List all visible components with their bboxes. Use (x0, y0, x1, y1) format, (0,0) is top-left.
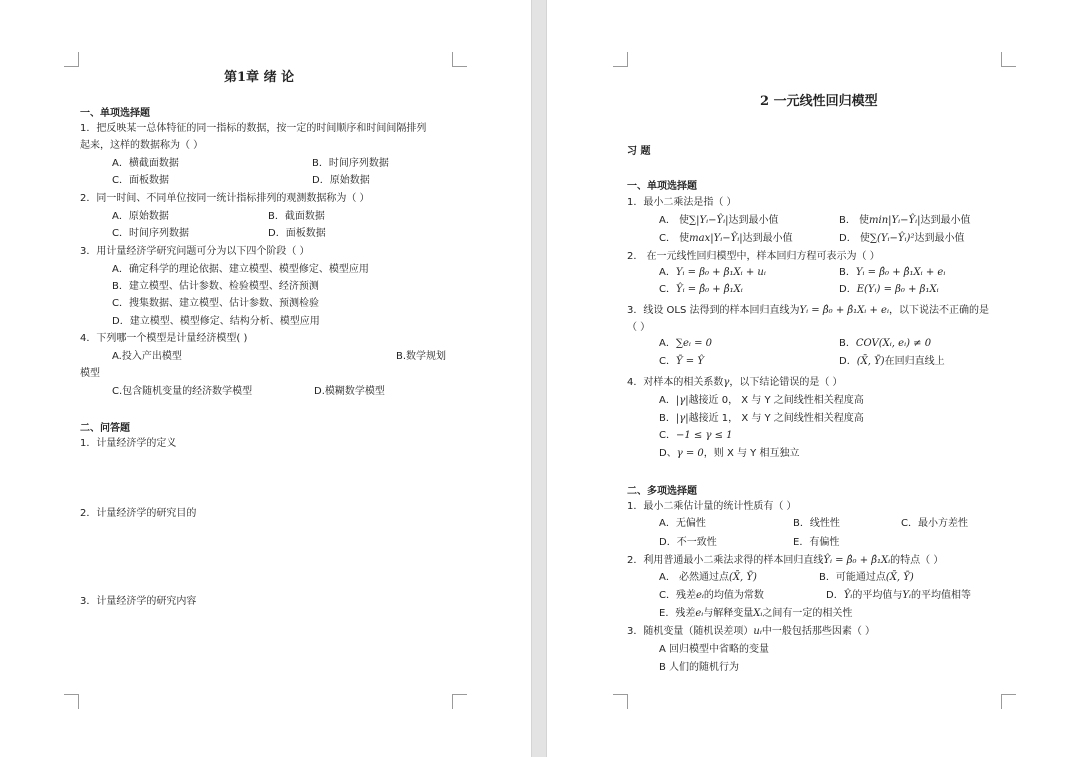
section-heading: 一、单项选择题 (80, 108, 150, 119)
option-a: A 回归模型中省略的变量 (659, 644, 770, 655)
option-e: E．有偏性 (793, 537, 840, 548)
option-d: D．建立模型、模型修定、结构分析、模型应用 (112, 316, 320, 327)
option-c: C．Ŷᵢ = β̂₀ + β̂₁Xᵢ (659, 284, 743, 295)
option-c: C.包含随机变量的经济数学模型 (112, 386, 253, 397)
margin-corner-mark (613, 694, 628, 709)
question-text: 1．最小二乘估计量的统计性质有（ ） (627, 501, 797, 512)
option-b: B．可能通过点(X̄, Ȳ) (819, 572, 914, 583)
option-d: D、γ = 0，则 X 与 Y 相互独立 (659, 448, 800, 459)
question-text: （ ） (627, 322, 651, 333)
option-a: A．确定科学的理论依据、建立模型、模型修定、模型应用 (112, 264, 369, 275)
option-d: D．原始数据 (312, 175, 370, 186)
option-b-continued: 模型 (80, 368, 100, 379)
document-page-right (547, 0, 1080, 757)
option-b: B 人们的随机行为 (659, 662, 740, 673)
option-d: D．不一致性 (659, 537, 717, 548)
option-c: C． 使max|Yᵢ−Ŷᵢ|达到最小值 (659, 233, 793, 244)
margin-corner-mark (64, 52, 79, 67)
question-text: 3．随机变量（随机误差项）uᵢ中一般包括那些因素（ ） (627, 626, 876, 637)
question-text: 1．计量经济学的定义 (80, 438, 177, 449)
question-text: 1．把反映某一总体特征的同一指标的数据，按一定的时间顺序和时间间隔排列 (80, 123, 427, 134)
option-a: A．原始数据 (112, 211, 169, 222)
margin-corner-mark (64, 694, 79, 709)
option-b: B．线性性 (793, 518, 840, 529)
option-c: C．搜集数据、建立模型、估计参数、预测检验 (112, 298, 319, 309)
option-e: E．残差eᵢ与解释变量Xᵢ之间有一定的相关性 (659, 608, 853, 619)
question-text: 4．下列哪一个模型是计量经济模型( ) (80, 333, 248, 344)
question-text: 3．计量经济学的研究内容 (80, 596, 197, 607)
option-b: B．时间序列数据 (312, 158, 389, 169)
question-text: 起来，这样的数据称为（ ） (80, 140, 204, 151)
question-text: 2．同一时间、不同单位按同一统计指标排列的观测数据称为（ ） (80, 193, 370, 204)
section-heading: 二、多项选择题 (627, 486, 697, 497)
option-c: C．Ȳ = Ŷ (659, 356, 704, 367)
page-gap (531, 0, 547, 757)
option-a: A．无偏性 (659, 518, 706, 529)
option-d: D．E(Yᵢ) = β₀ + β₁Xᵢ (839, 284, 939, 295)
option-a: A．横截面数据 (112, 158, 179, 169)
option-a: A.投入产出模型 (112, 351, 182, 362)
exercise-heading: 习 题 (627, 146, 651, 157)
option-d: D.模糊数学模型 (314, 386, 385, 397)
margin-corner-mark (452, 694, 467, 709)
option-d: D．Ŷᵢ的平均值与Yᵢ的平均值相等 (826, 590, 971, 601)
option-a: A．Yᵢ = β₀ + β₁Xᵢ + uᵢ (659, 267, 766, 278)
option-b: B．截面数据 (268, 211, 325, 222)
question-text: 4．对样本的相关系数γ，以下结论错误的是（ ） (627, 377, 843, 388)
option-c: C．面板数据 (112, 175, 169, 186)
option-b: B． 使min|Yᵢ−Ŷᵢ|达到最小值 (839, 215, 971, 226)
chapter-title: 2 一元线性回归模型 (760, 94, 878, 109)
option-d: D． 使∑(Yᵢ−Ŷᵢ)²达到最小值 (839, 233, 965, 244)
option-c: C．残差eᵢ的均值为常数 (659, 590, 764, 601)
option-d: D．面板数据 (268, 228, 326, 239)
option-b: B．Yᵢ = β̂₀ + β̂₁Xᵢ + eᵢ (839, 267, 946, 278)
document-page-left (0, 0, 531, 757)
option-d: D．(X̄, Ȳ)在回归直线上 (839, 356, 945, 367)
margin-corner-mark (1001, 52, 1016, 67)
chapter-title: 第1章 绪 论 (224, 70, 295, 85)
question-text: 3．用计量经济学研究问题可分为以下四个阶段（ ） (80, 246, 310, 257)
option-c: C．最小方差性 (901, 518, 968, 529)
question-text: 2．计量经济学的研究目的 (80, 508, 197, 519)
option-a: A． 必然通过点(X̄, Ȳ) (659, 572, 757, 583)
margin-corner-mark (1001, 694, 1016, 709)
option-a: A．∑eᵢ = 0 (659, 338, 713, 349)
question-text: 3．线设 OLS 法得到的样本回归直线为Yᵢ = β̂₀ + β̂₁Xᵢ + eᵢ，以下说法不正确的是 (627, 305, 989, 316)
margin-corner-mark (613, 52, 628, 67)
option-b: B．|γ|越接近 1， X 与 Y 之间线性相关程度高 (659, 413, 864, 424)
section-heading: 二、问答题 (80, 423, 130, 434)
question-text: 2．利用普通最小二乘法求得的样本回归直线Ŷᵢ = β̂₀ + β̂₁Xᵢ的特点（ ） (627, 555, 944, 566)
section-heading: 一、单项选择题 (627, 181, 697, 192)
question-text: 1．最小二乘法是指（ ） (627, 197, 737, 208)
option-c: C．−1 ≤ γ ≤ 1 (659, 430, 733, 441)
option-a: A．|γ|越接近 0， X 与 Y 之间线性相关程度高 (659, 395, 864, 406)
option-b: B.数学规划 (396, 351, 447, 362)
option-b: B．COV(Xᵢ, eᵢ) ≠ 0 (839, 338, 932, 349)
option-b: B．建立模型、估计参数、检验模型、经济预测 (112, 281, 319, 292)
question-text: 2． 在一元线性回归模型中，样本回归方程可表示为（ ） (627, 251, 880, 262)
option-c: C．时间序列数据 (112, 228, 189, 239)
margin-corner-mark (452, 52, 467, 67)
option-a: A． 使∑|Yᵢ−Ŷᵢ|达到最小值 (659, 215, 779, 226)
